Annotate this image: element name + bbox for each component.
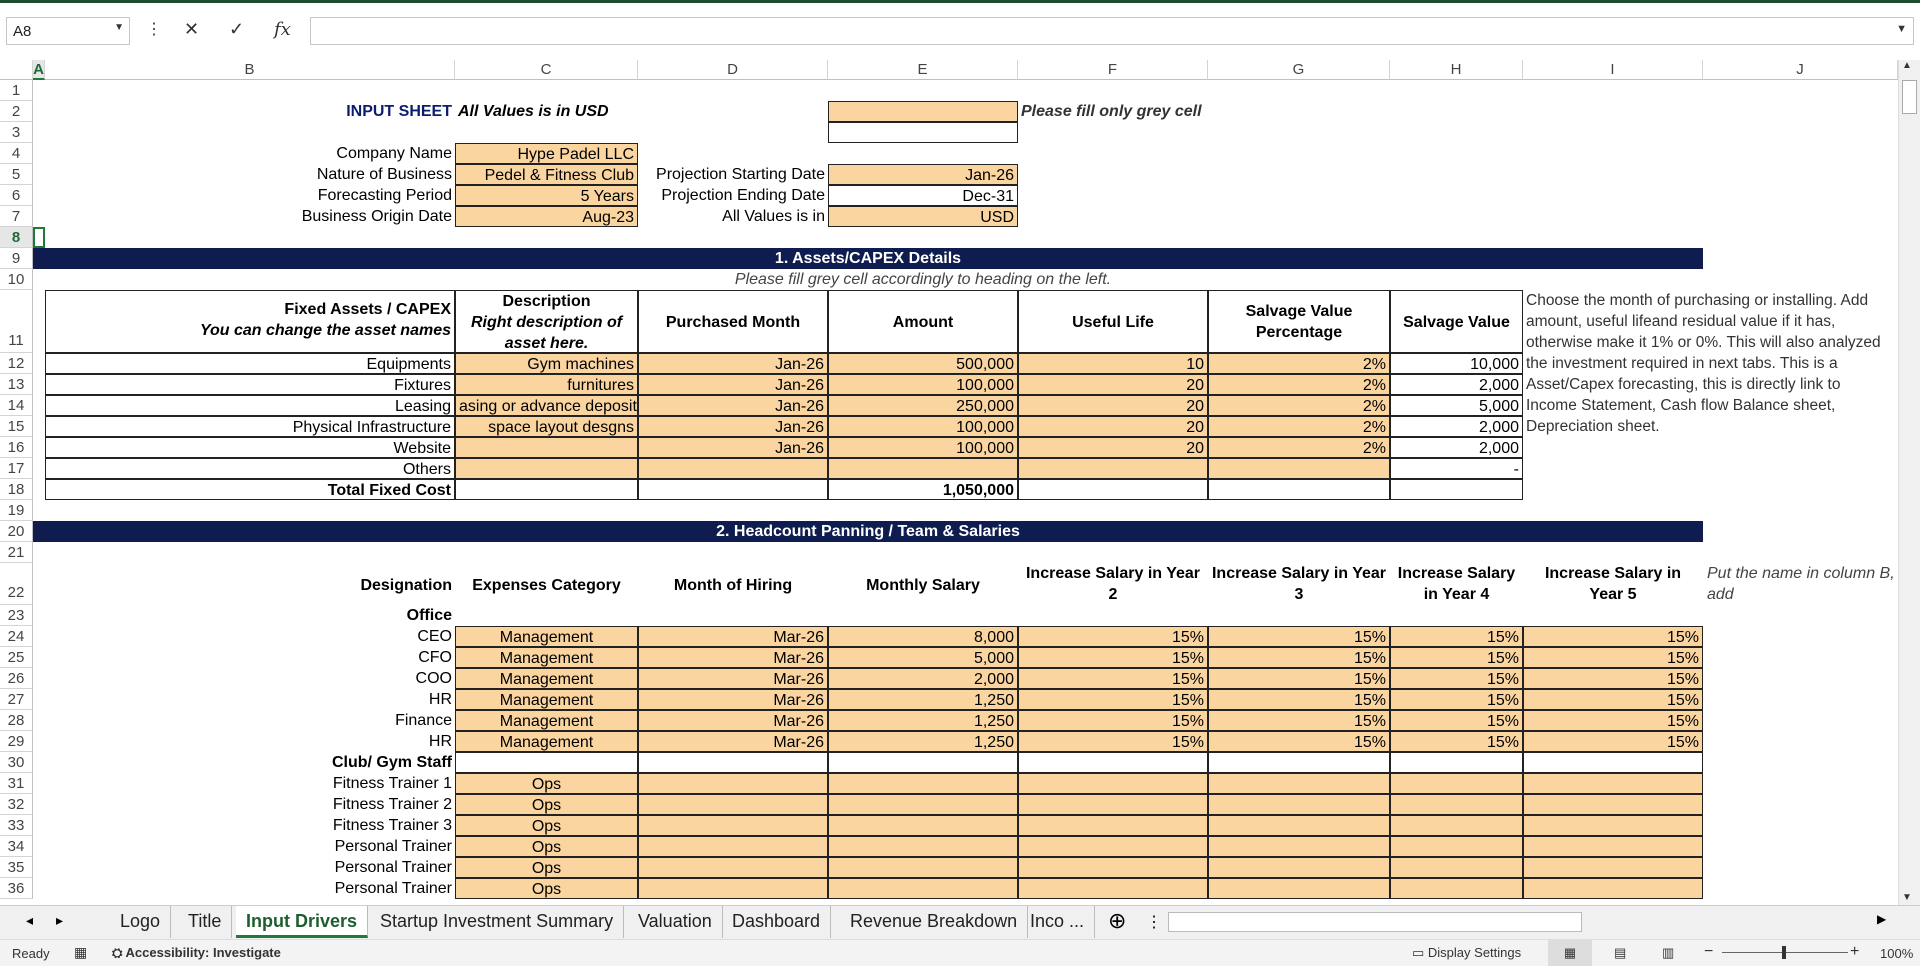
asset-salvage[interactable]: 2,000 <box>1390 416 1523 437</box>
hc-input[interactable] <box>1523 815 1703 836</box>
hc-input[interactable] <box>638 815 828 836</box>
hc-input[interactable] <box>638 773 828 794</box>
asset-header-fixed-title: Fixed Assets / CAPEX <box>284 301 451 318</box>
asset-month[interactable]: Jan-26 <box>638 395 828 416</box>
hc-input[interactable] <box>828 815 1018 836</box>
hc-empty[interactable] <box>1208 752 1390 773</box>
asset-desc[interactable] <box>455 437 638 458</box>
hc-y4[interactable]: 15% <box>1390 710 1523 731</box>
hc-y2[interactable]: 15% <box>1018 710 1208 731</box>
row-header-18[interactable]: 18 <box>0 479 33 500</box>
sheet-options-icon[interactable]: ⋮ <box>1146 914 1162 931</box>
column-header-f[interactable]: F <box>1018 60 1208 80</box>
hc-input[interactable] <box>1390 836 1523 857</box>
asset-header-life[interactable]: Useful Life <box>1018 290 1208 353</box>
hc-y3[interactable]: 15% <box>1208 647 1390 668</box>
asset-salvage-pct[interactable]: 2% <box>1208 353 1390 374</box>
asset-header-fixed[interactable] <box>45 290 455 353</box>
asset-name[interactable]: Others <box>45 458 455 479</box>
zoom-slider-thumb[interactable] <box>1782 946 1786 959</box>
row-header-1[interactable]: 1 <box>0 80 33 101</box>
hc-y2[interactable]: 15% <box>1018 626 1208 647</box>
hc-input[interactable] <box>828 836 1018 857</box>
hc-input[interactable] <box>828 794 1018 815</box>
asset-salvage[interactable]: 2,000 <box>1390 437 1523 458</box>
column-header-e[interactable]: E <box>828 60 1018 80</box>
horizontal-scrollbar[interactable] <box>1168 912 1582 932</box>
total-empty[interactable] <box>455 479 638 500</box>
asset-life[interactable]: 20 <box>1018 395 1208 416</box>
enter-icon[interactable]: ✓ <box>229 19 245 39</box>
section-assets-title[interactable]: 1. Assets/CAPEX Details <box>33 248 1703 269</box>
hc-input[interactable] <box>828 773 1018 794</box>
hc-y3[interactable]: 15% <box>1208 626 1390 647</box>
row-header-36[interactable]: 36 <box>0 878 33 899</box>
asset-header-desc-title: Description <box>502 293 591 310</box>
projection-label[interactable]: Projection Ending Date <box>661 187 825 204</box>
sheet-tab-title[interactable]: Title <box>178 906 232 938</box>
section-headcount-title[interactable]: 2. Headcount Panning / Team & Salaries <box>33 521 1703 542</box>
hc-category[interactable]: Management <box>455 647 638 668</box>
display-settings-label: Display Settings <box>1427 945 1522 960</box>
asset-life[interactable]: 10 <box>1018 353 1208 374</box>
hc-category[interactable]: Management <box>455 710 638 731</box>
asset-month[interactable]: Jan-26 <box>638 374 828 395</box>
row-header-24[interactable]: 24 <box>0 626 33 647</box>
hc-y4[interactable]: 15% <box>1390 668 1523 689</box>
page-break-icon[interactable]: ▥ <box>1662 945 1675 960</box>
projection-value[interactable]: USD <box>828 206 1018 227</box>
hc-hiring[interactable]: Mar-26 <box>638 668 828 689</box>
vertical-scrollbar[interactable] <box>1898 60 1920 905</box>
projection-value[interactable]: Dec-31 <box>828 185 1018 206</box>
hc-input[interactable] <box>1208 878 1390 899</box>
asset-life[interactable]: 20 <box>1018 416 1208 437</box>
hc-category[interactable]: Ops <box>455 857 638 878</box>
hc-salary[interactable]: 8,000 <box>828 626 1018 647</box>
row-header-28[interactable]: 28 <box>0 710 33 731</box>
asset-life[interactable]: 20 <box>1018 374 1208 395</box>
company-value[interactable]: Hype Padel LLC <box>455 143 638 164</box>
asset-header-desc[interactable] <box>455 290 638 353</box>
hc-hiring[interactable]: Mar-26 <box>638 731 828 752</box>
hc-empty[interactable] <box>638 752 828 773</box>
sheet-tab-revenue-breakdown[interactable]: Revenue Breakdown <box>840 906 1028 938</box>
hc-y2[interactable]: 15% <box>1018 731 1208 752</box>
hc-y4[interactable]: 15% <box>1390 689 1523 710</box>
hc-input[interactable] <box>1018 773 1208 794</box>
total-empty[interactable] <box>638 479 828 500</box>
column-header-a[interactable]: A <box>33 61 44 78</box>
insert-function-icon[interactable]: fx <box>274 19 291 40</box>
hc-y5[interactable]: 15% <box>1523 731 1703 752</box>
company-value[interactable]: Aug-23 <box>455 206 638 227</box>
company-label[interactable]: Company Name <box>336 145 452 162</box>
row-header-5[interactable]: 5 <box>0 164 33 185</box>
asset-month[interactable] <box>638 458 828 479</box>
hc-y5[interactable]: 15% <box>1523 647 1703 668</box>
next-sheet-icon[interactable]: ▸ <box>56 912 64 928</box>
formula-bar <box>0 0 1920 60</box>
row-header-27[interactable]: 27 <box>0 689 33 710</box>
add-sheet-icon[interactable]: ⊕ <box>1108 908 1127 933</box>
asset-amount[interactable]: 250,000 <box>828 395 1018 416</box>
asset-amount[interactable] <box>828 458 1018 479</box>
all-values-label[interactable]: All Values is in USD <box>458 103 609 120</box>
normal-view-icon[interactable]: ▦ <box>1548 940 1592 966</box>
hc-role[interactable]: COO <box>415 670 452 687</box>
hc-role[interactable]: HR <box>428 733 452 750</box>
scroll-down-icon[interactable]: ▼ <box>1902 892 1912 903</box>
accessibility-check[interactable] <box>112 945 281 961</box>
hc-header-y4[interactable]: Increase Salary in Year 4 <box>1397 565 1516 603</box>
hc-category[interactable]: Ops <box>455 836 638 857</box>
hc-role[interactable]: CFO <box>418 649 452 666</box>
status-ready: Ready <box>12 946 50 961</box>
row-header-32[interactable]: 32 <box>0 794 33 815</box>
hc-role[interactable]: Personal Trainer <box>334 838 452 855</box>
sheet-tab-input-drivers[interactable]: Input Drivers <box>236 906 368 938</box>
asset-salvage[interactable]: 5,000 <box>1390 395 1523 416</box>
asset-salvage-pct[interactable] <box>1208 458 1390 479</box>
projection-label[interactable]: Projection Starting Date <box>656 166 825 183</box>
hc-input[interactable] <box>638 836 828 857</box>
zoom-out-icon[interactable]: − <box>1704 943 1714 960</box>
hc-hiring[interactable]: Mar-26 <box>638 647 828 668</box>
asset-header-amount[interactable]: Amount <box>828 290 1018 353</box>
company-label[interactable]: Business Origin Date <box>301 208 452 225</box>
hc-category[interactable]: Ops <box>455 815 638 836</box>
asset-amount[interactable]: 500,000 <box>828 353 1018 374</box>
hc-role[interactable]: Fitness Trainer 2 <box>332 796 452 813</box>
asset-name[interactable]: Fixtures <box>45 374 455 395</box>
hc-category[interactable]: Ops <box>455 773 638 794</box>
hc-role[interactable]: Personal Trainer <box>334 859 452 876</box>
row-header-4[interactable]: 4 <box>0 143 33 164</box>
asset-header-salvage-pct[interactable]: Salvage Value Percentage <box>1208 290 1390 353</box>
hc-input[interactable] <box>1208 794 1390 815</box>
asset-salvage[interactable]: 10,000 <box>1390 353 1523 374</box>
asset-desc[interactable] <box>455 458 638 479</box>
asset-amount[interactable]: 100,000 <box>828 416 1018 437</box>
column-header-c[interactable]: C <box>455 60 638 80</box>
hc-category[interactable]: Management <box>455 689 638 710</box>
hc-role[interactable]: CEO <box>417 628 452 645</box>
row-header-29[interactable]: 29 <box>0 731 33 752</box>
row-header-34[interactable]: 34 <box>0 836 33 857</box>
scroll-up-icon[interactable]: ▲ <box>1902 60 1912 71</box>
row-header-7[interactable]: 7 <box>0 206 33 227</box>
expand-formula-icon[interactable]: ▼ <box>1896 23 1907 35</box>
hc-y3[interactable]: 15% <box>1208 668 1390 689</box>
hc-role[interactable]: Fitness Trainer 1 <box>332 775 452 792</box>
row-header-19[interactable]: 19 <box>0 500 33 521</box>
hc-y4[interactable]: 15% <box>1390 626 1523 647</box>
spreadsheet-grid[interactable] <box>0 60 1900 905</box>
cancel-icon[interactable]: ✕ <box>184 19 200 39</box>
row-header-17[interactable]: 17 <box>0 458 33 479</box>
name-box[interactable] <box>6 17 130 45</box>
asset-header-fixed-sub: You can change the asset names <box>199 322 451 339</box>
scroll-right-icon[interactable]: ▶ <box>1877 912 1887 926</box>
macro-icon[interactable]: ▦ <box>74 944 88 960</box>
display-icon: ▭ <box>1412 945 1428 960</box>
sheet-tab-startup-investment-summary[interactable]: Startup Investment Summary <box>370 906 624 938</box>
asset-header-month[interactable]: Purchased Month <box>638 290 828 353</box>
hc-hiring[interactable]: Mar-26 <box>638 689 828 710</box>
scroll-thumb[interactable] <box>1902 80 1917 114</box>
hc-hiring[interactable]: Mar-26 <box>638 710 828 731</box>
hc-input[interactable] <box>1208 773 1390 794</box>
row-header-21[interactable]: 21 <box>0 542 33 563</box>
hc-input[interactable] <box>1523 836 1703 857</box>
hc-input[interactable] <box>1390 815 1523 836</box>
selected-cell[interactable] <box>33 227 45 248</box>
hc-input[interactable] <box>1208 815 1390 836</box>
hc-salary[interactable]: 5,000 <box>828 647 1018 668</box>
hc-y4[interactable]: 15% <box>1390 647 1523 668</box>
hc-header-hiring[interactable]: Month of Hiring <box>673 577 793 594</box>
row-header-22[interactable]: 22 <box>0 563 33 605</box>
total-empty[interactable] <box>1018 479 1208 500</box>
zoom-in-icon[interactable]: + <box>1850 943 1860 960</box>
hc-category[interactable]: Management <box>455 626 638 647</box>
hc-input[interactable] <box>1208 836 1390 857</box>
input-cell-e3[interactable] <box>828 122 1018 143</box>
hc-y5[interactable]: 15% <box>1523 626 1703 647</box>
hc-category[interactable]: Management <box>455 731 638 752</box>
accessibility-label: Accessibility: Investigate <box>125 945 281 960</box>
row-header-8[interactable]: 8 <box>0 227 33 248</box>
display-settings[interactable] <box>1412 945 1521 961</box>
row-header-13[interactable]: 13 <box>0 374 33 395</box>
hc-y3[interactable]: 15% <box>1208 731 1390 752</box>
asset-month[interactable]: Jan-26 <box>638 416 828 437</box>
hc-input[interactable] <box>1390 878 1523 899</box>
row-header-30[interactable]: 30 <box>0 752 33 773</box>
hc-role[interactable]: Fitness Trainer 3 <box>332 817 452 834</box>
hc-input[interactable] <box>828 878 1018 899</box>
asset-month[interactable]: Jan-26 <box>638 437 828 458</box>
hc-input[interactable] <box>1018 836 1208 857</box>
asset-life[interactable]: 20 <box>1018 437 1208 458</box>
sheet-tab-valuation[interactable]: Valuation <box>628 906 723 938</box>
hc-role[interactable]: Finance <box>395 712 452 729</box>
hc-y5[interactable]: 15% <box>1523 710 1703 731</box>
sheet-tab-bar <box>0 905 1920 939</box>
asset-desc[interactable]: space layout desgns <box>455 416 638 437</box>
sheet-tab-inco[interactable]: Inco ... <box>1020 906 1095 938</box>
select-all-corner[interactable] <box>0 60 33 80</box>
column-header-b[interactable]: B <box>45 60 455 80</box>
hc-y4[interactable]: 15% <box>1390 731 1523 752</box>
hc-hiring[interactable]: Mar-26 <box>638 626 828 647</box>
hc-input[interactable] <box>1390 857 1523 878</box>
hc-header-y3[interactable]: Increase Salary in Year 3 <box>1211 565 1387 603</box>
hc-input[interactable] <box>1208 857 1390 878</box>
more-options-icon[interactable]: ⋮ <box>146 21 162 38</box>
row-header-26[interactable]: 26 <box>0 668 33 689</box>
input-cell-e2[interactable] <box>828 101 1018 122</box>
asset-salvage-pct[interactable]: 2% <box>1208 437 1390 458</box>
asset-desc[interactable]: Gym machines <box>455 353 638 374</box>
name-box-value: A8 <box>13 23 32 40</box>
hc-input[interactable] <box>1523 878 1703 899</box>
hc-role[interactable]: Personal Trainer <box>334 880 452 897</box>
asset-salvage[interactable]: - <box>1390 458 1523 479</box>
assets-note[interactable]: Choose the month of purchasing or installing. Add amount, useful lifeand residual value if it has, otherwise make it 1% or 0%. This will also analyzed the investment required in next tabs. This is a Asset/Capex forecasting, this is directly link to Income Statement, Cash flow Balance sheet, Depreciation sheet. <box>1526 292 1881 435</box>
hc-input[interactable] <box>1390 794 1523 815</box>
prev-sheet-icon[interactable]: ◂ <box>26 912 34 928</box>
company-value[interactable]: Pedel & Fitness Club <box>455 164 638 185</box>
fill-note[interactable]: Please fill only grey cell <box>1021 103 1202 120</box>
column-header-i[interactable]: I <box>1523 60 1703 80</box>
total-empty[interactable] <box>1208 479 1390 500</box>
office-label[interactable]: Office <box>406 607 452 624</box>
hc-input[interactable] <box>638 857 828 878</box>
asset-desc[interactable]: asing or advance deposit <box>455 395 638 416</box>
row-header-10[interactable]: 10 <box>0 269 33 290</box>
row-header-12[interactable]: 12 <box>0 353 33 374</box>
row-header-15[interactable]: 15 <box>0 416 33 437</box>
hc-y3[interactable]: 15% <box>1208 710 1390 731</box>
status-bar <box>0 939 1920 966</box>
asset-salvage-pct[interactable]: 2% <box>1208 416 1390 437</box>
row-header-35[interactable]: 35 <box>0 857 33 878</box>
sheet-tab-dashboard[interactable]: Dashboard <box>722 906 831 938</box>
asset-desc[interactable]: furnitures <box>455 374 638 395</box>
row-header-25[interactable]: 25 <box>0 647 33 668</box>
asset-salvage-pct[interactable]: 2% <box>1208 374 1390 395</box>
page-layout-icon[interactable]: ▤ <box>1614 945 1627 960</box>
hc-header-category[interactable]: Expenses Category <box>472 577 621 594</box>
hc-y2[interactable]: 15% <box>1018 689 1208 710</box>
accessibility-icon: ⛭ <box>112 945 126 960</box>
hc-header-y5[interactable]: Increase Salary in Year 5 <box>1544 565 1682 603</box>
company-value[interactable]: 5 Years <box>455 185 638 206</box>
asset-month[interactable]: Jan-26 <box>638 353 828 374</box>
hc-note[interactable]: Put the name in column B, add <box>1707 565 1895 603</box>
asset-salvage[interactable]: 2,000 <box>1390 374 1523 395</box>
total-fixed-label[interactable]: Total Fixed Cost <box>45 479 455 500</box>
row-header-6[interactable]: 6 <box>0 185 33 206</box>
hc-salary[interactable]: 1,250 <box>828 710 1018 731</box>
hc-y5[interactable]: 15% <box>1523 689 1703 710</box>
row-header-2[interactable]: 2 <box>0 101 33 122</box>
hc-input[interactable] <box>1018 878 1208 899</box>
hc-input[interactable] <box>1523 773 1703 794</box>
row-header-23[interactable]: 23 <box>0 605 33 626</box>
hc-input[interactable] <box>638 878 828 899</box>
hc-y5[interactable]: 15% <box>1523 668 1703 689</box>
row-header-20[interactable]: 20 <box>0 521 33 542</box>
company-label[interactable]: Nature of Business <box>316 166 452 183</box>
hc-header-designation[interactable]: Designation <box>360 577 452 594</box>
column-header-h[interactable]: H <box>1390 60 1523 80</box>
zoom-level[interactable]: 100% <box>1880 946 1914 961</box>
hc-input[interactable] <box>1018 815 1208 836</box>
row-header-14[interactable]: 14 <box>0 395 33 416</box>
projection-label[interactable]: All Values is in <box>722 208 825 225</box>
hc-empty[interactable] <box>1523 752 1703 773</box>
column-header-j[interactable]: J <box>1703 60 1898 80</box>
asset-header-salvage[interactable]: Salvage Value <box>1390 290 1523 353</box>
hc-empty[interactable] <box>1018 752 1208 773</box>
row-header-11[interactable]: 11 <box>0 290 33 353</box>
hc-salary[interactable]: 2,000 <box>828 668 1018 689</box>
hc-input[interactable] <box>1523 794 1703 815</box>
hc-input[interactable] <box>828 857 1018 878</box>
total-fixed-amount[interactable]: 1,050,000 <box>828 479 1018 500</box>
column-header-d[interactable]: D <box>638 60 828 80</box>
company-label[interactable]: Forecasting Period <box>317 187 452 204</box>
input-sheet-label[interactable]: INPUT SHEET <box>346 103 452 120</box>
hc-salary[interactable]: 1,250 <box>828 689 1018 710</box>
formula-input[interactable] <box>310 17 1914 45</box>
asset-amount[interactable]: 100,000 <box>828 437 1018 458</box>
hc-y3[interactable]: 15% <box>1208 689 1390 710</box>
hc-category[interactable]: Ops <box>455 878 638 899</box>
asset-name[interactable]: Website <box>45 437 455 458</box>
row-header-9[interactable]: 9 <box>0 248 33 269</box>
row-header-3[interactable]: 3 <box>0 122 33 143</box>
hc-input[interactable] <box>1523 857 1703 878</box>
hc-header-salary[interactable]: Monthly Salary <box>866 577 980 594</box>
hc-role[interactable]: HR <box>428 691 452 708</box>
club-label[interactable]: Club/ Gym Staff <box>331 754 452 771</box>
hc-salary[interactable]: 1,250 <box>828 731 1018 752</box>
projection-value[interactable]: Jan-26 <box>828 164 1018 185</box>
total-empty[interactable] <box>1390 479 1523 500</box>
asset-salvage-pct[interactable]: 2% <box>1208 395 1390 416</box>
column-header-g[interactable]: G <box>1208 60 1390 80</box>
hc-empty[interactable] <box>455 752 638 773</box>
row-header-33[interactable]: 33 <box>0 815 33 836</box>
hc-category[interactable]: Management <box>455 668 638 689</box>
hc-input[interactable] <box>1018 794 1208 815</box>
asset-name[interactable]: Leasing <box>45 395 455 416</box>
row-header-31[interactable]: 31 <box>0 773 33 794</box>
asset-life[interactable] <box>1018 458 1208 479</box>
hc-input[interactable] <box>1018 857 1208 878</box>
hc-header-y2[interactable]: Increase Salary in Year 2 <box>1025 565 1201 603</box>
hc-y2[interactable]: 15% <box>1018 647 1208 668</box>
hc-y2[interactable]: 15% <box>1018 668 1208 689</box>
asset-amount[interactable]: 100,000 <box>828 374 1018 395</box>
hc-empty[interactable] <box>828 752 1018 773</box>
hc-empty[interactable] <box>1390 752 1523 773</box>
sheet-tab-logo[interactable]: Logo <box>110 906 171 938</box>
hc-input[interactable] <box>638 794 828 815</box>
row-header-16[interactable]: 16 <box>0 437 33 458</box>
asset-header-desc-sub: Right description of asset here. <box>470 314 623 352</box>
hc-input[interactable] <box>1390 773 1523 794</box>
chevron-down-icon[interactable]: ▼ <box>114 22 124 33</box>
asset-name[interactable]: Physical Infrastructure <box>45 416 455 437</box>
asset-name[interactable]: Equipments <box>45 353 455 374</box>
assets-subtitle[interactable]: Please fill grey cell accordingly to heading on the left. <box>734 271 1112 288</box>
hc-category[interactable]: Ops <box>455 794 638 815</box>
